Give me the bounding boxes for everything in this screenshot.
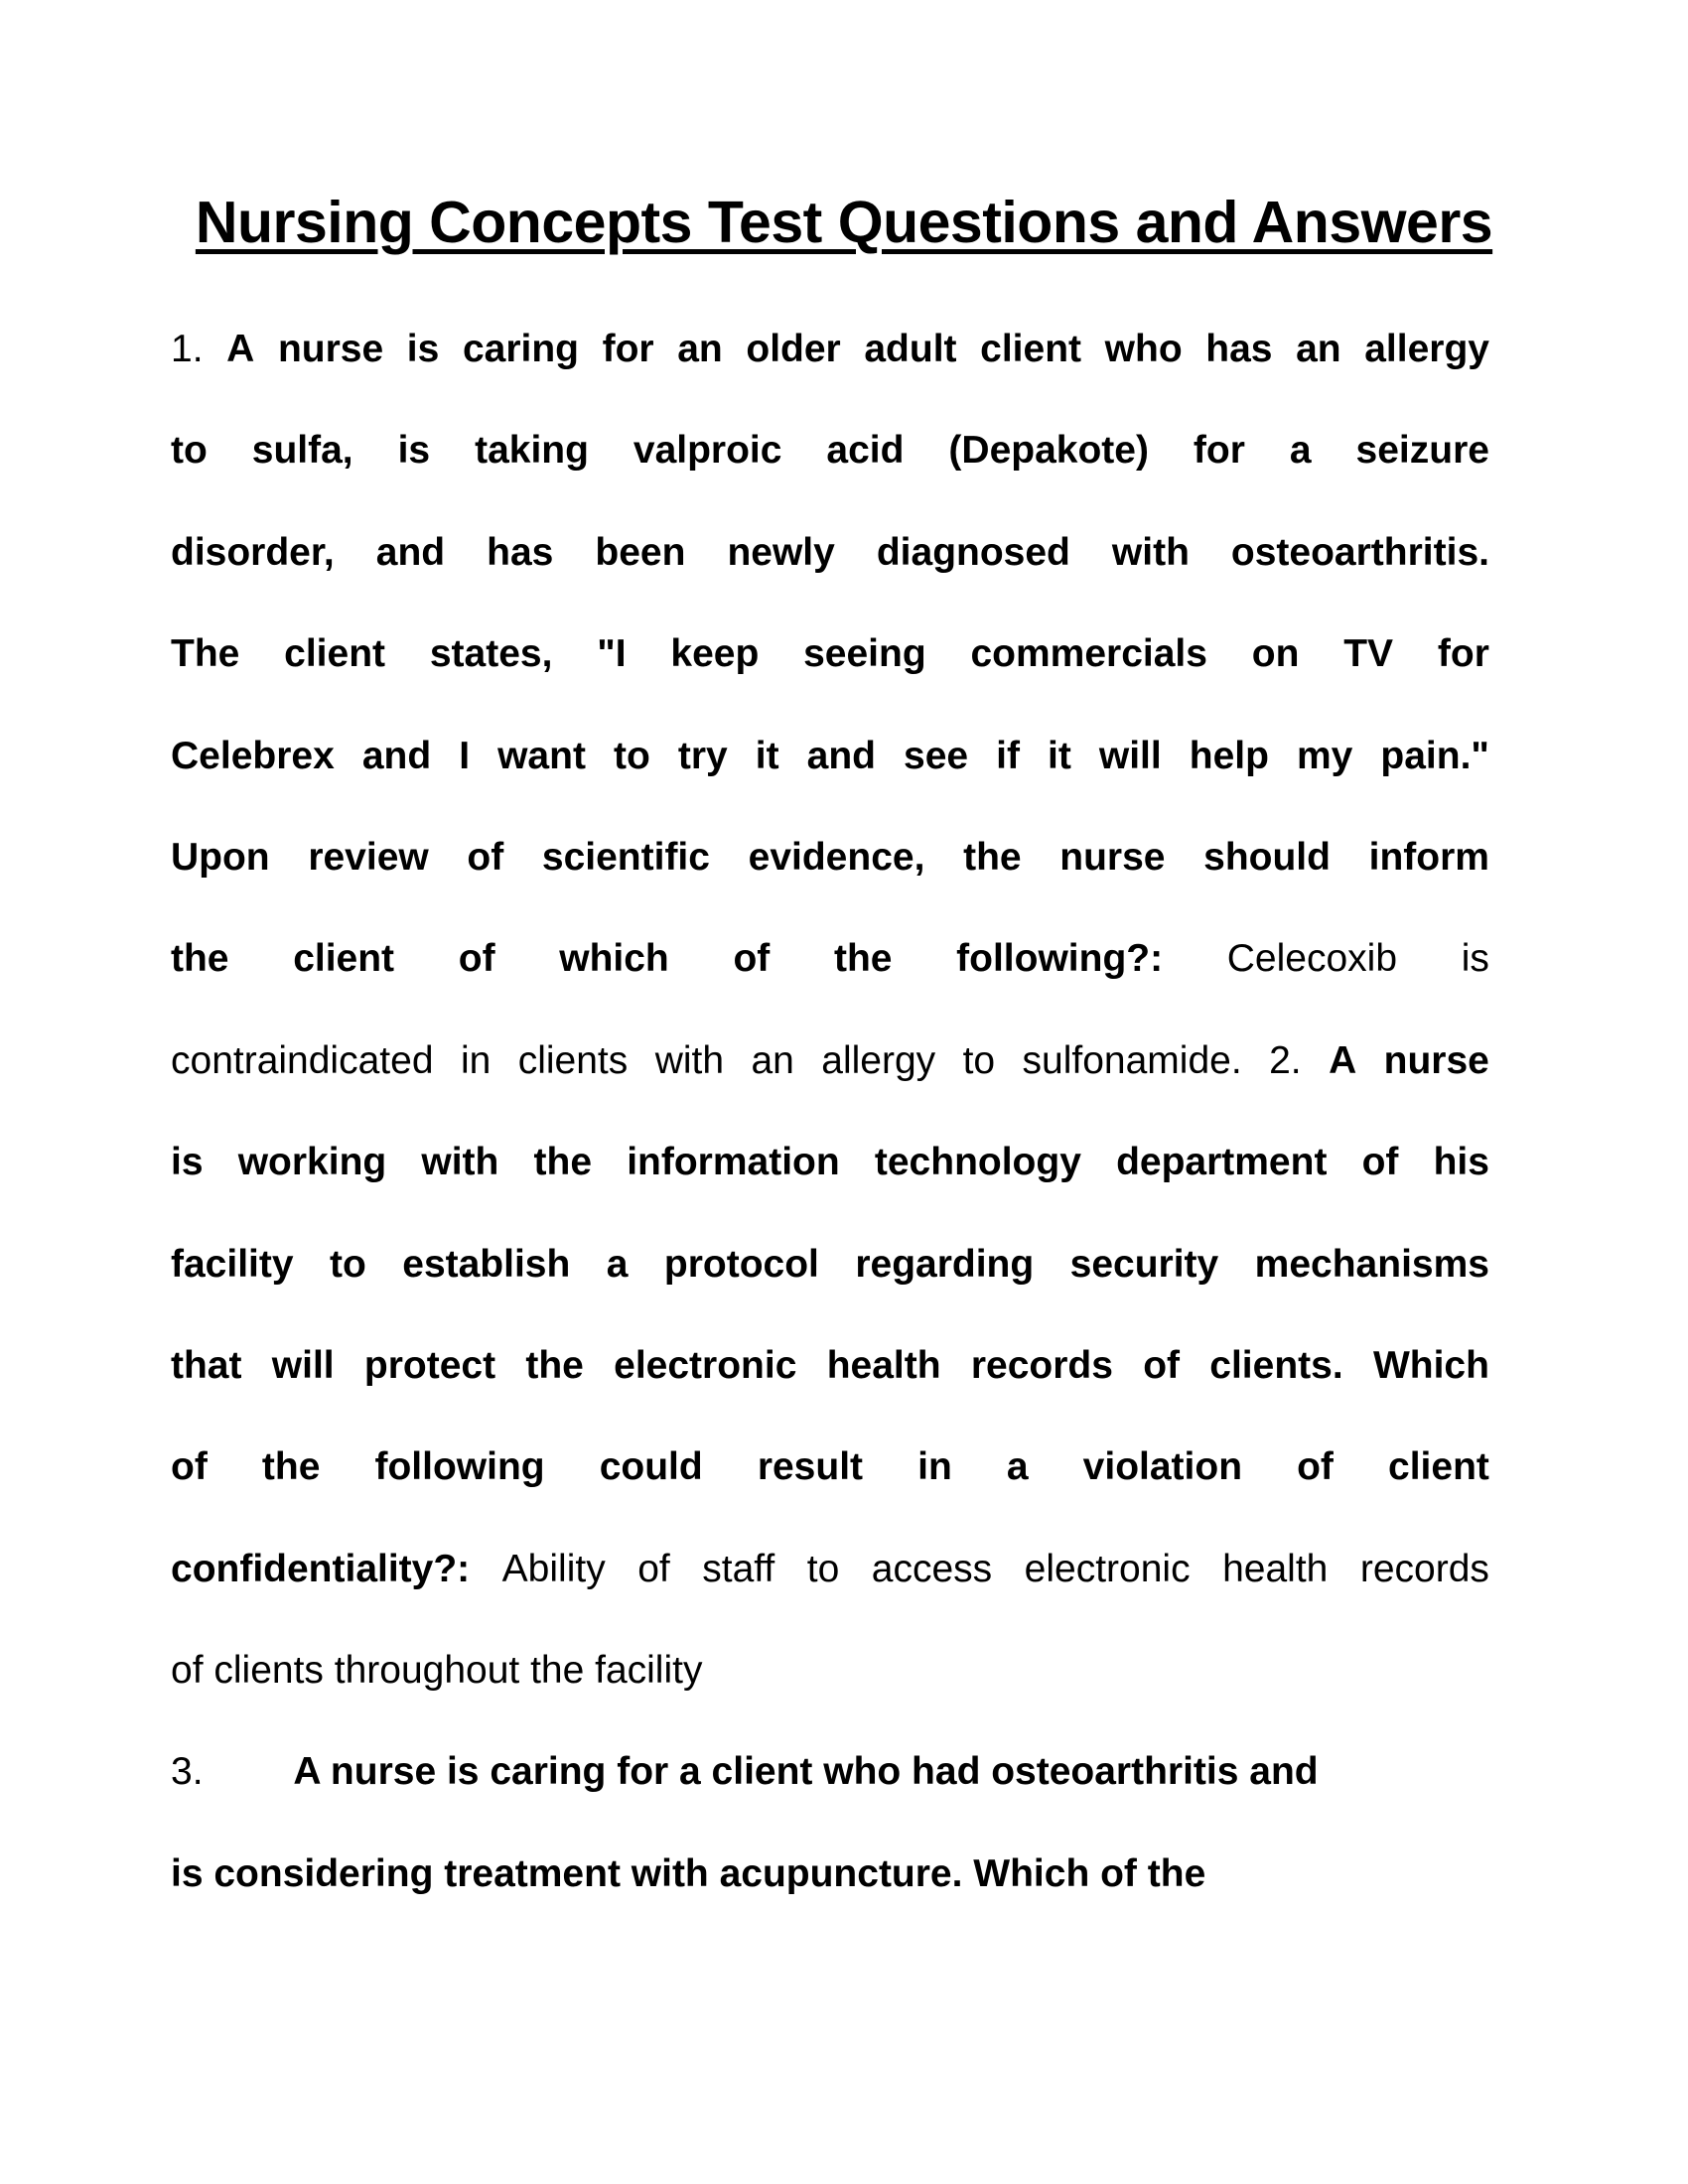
text-line [171, 807, 1489, 908]
word: protocol [663, 1242, 819, 1286]
word: seizure [1355, 429, 1489, 473]
word: to [613, 734, 650, 777]
word: will [1098, 734, 1162, 777]
word: of [733, 937, 771, 981]
word: should [1203, 835, 1331, 879]
word: nurse [1383, 1038, 1489, 1082]
word: mechanisms [1254, 1242, 1489, 1286]
word: sulfonamide. [1022, 1038, 1242, 1082]
word: "I [597, 632, 627, 676]
text-line [171, 1112, 1489, 1213]
word: clients. [1209, 1343, 1343, 1387]
word: that [171, 1343, 242, 1387]
word: who [1104, 328, 1183, 370]
text-line [171, 706, 1489, 807]
word: electronic [614, 1343, 797, 1387]
word: of [171, 1445, 208, 1489]
word: and [361, 734, 432, 777]
word: osteoarthritis. [1230, 530, 1489, 574]
word: inform [1368, 835, 1489, 879]
word: keep [670, 632, 760, 676]
word: and [806, 734, 876, 777]
word: of [1361, 1141, 1399, 1184]
text-line [171, 1315, 1489, 1417]
word: department [1116, 1141, 1328, 1184]
word: the [533, 1141, 593, 1184]
word: client [1388, 1445, 1489, 1489]
word: I [459, 734, 471, 777]
word: caring [462, 328, 579, 370]
word: clients [517, 1038, 629, 1082]
word: acid [826, 429, 905, 473]
text-line [171, 1011, 1489, 1112]
word: is [397, 429, 431, 473]
word: protect [363, 1343, 496, 1387]
word: is [171, 1141, 204, 1184]
word: the [171, 937, 229, 981]
word: 2. [1269, 1038, 1302, 1082]
word: an [1296, 328, 1341, 370]
word: of [467, 835, 504, 879]
word: TV [1343, 632, 1394, 676]
word: it [1048, 734, 1071, 777]
text-line [171, 1417, 1489, 1518]
word: see [904, 734, 969, 777]
word: nurse [277, 328, 384, 370]
word: A [226, 328, 255, 370]
word: a [1006, 1445, 1029, 1489]
word: with [1111, 530, 1190, 574]
text-line [171, 1620, 1489, 1721]
word: pain." [1380, 734, 1489, 777]
word: will [271, 1343, 335, 1387]
word: technology [874, 1141, 1081, 1184]
word: a [606, 1242, 629, 1286]
text-line [171, 908, 1489, 1010]
word: Upon [171, 835, 270, 879]
word: with [654, 1038, 725, 1082]
word: the [525, 1343, 584, 1387]
word: client [284, 632, 386, 676]
word: security [1069, 1242, 1219, 1286]
word: A [1329, 1038, 1357, 1082]
word: contraindicated [171, 1038, 434, 1082]
text-line [171, 1214, 1489, 1315]
word: the [963, 835, 1022, 879]
word: violation [1082, 1445, 1243, 1489]
word: Which [1372, 1343, 1489, 1387]
word: Celebrex [171, 734, 335, 777]
word: it [755, 734, 779, 777]
word: electronic [1024, 1547, 1191, 1590]
word: has [1205, 328, 1273, 370]
word: of [637, 1547, 670, 1590]
word: of [1297, 1445, 1334, 1489]
word: on [1251, 632, 1300, 676]
text-segment: 3. [171, 1750, 204, 1794]
word: health [1222, 1547, 1329, 1590]
word: an [677, 328, 723, 370]
word: the [833, 937, 893, 981]
word: (Depakote) [948, 429, 1149, 473]
word: following?: [956, 937, 1164, 981]
word: if [996, 734, 1020, 777]
word: for [602, 328, 654, 370]
word: adult [864, 328, 957, 370]
text-line [171, 1824, 1489, 1925]
word: of [458, 937, 495, 981]
word: establish [402, 1242, 571, 1286]
word: to [806, 1547, 840, 1590]
word: Ability [501, 1547, 606, 1590]
word: allergy [1364, 328, 1489, 370]
word: has [487, 530, 554, 574]
word: to [330, 1242, 366, 1286]
word: taking [475, 429, 589, 473]
text-segment: is considering treatment with acupuncture. Which of the [171, 1851, 1206, 1895]
word: records [1359, 1547, 1489, 1590]
word: The [171, 632, 240, 676]
word: diagnosed [876, 530, 1070, 574]
word: states, [429, 632, 553, 676]
text-line [171, 604, 1489, 705]
word: result [757, 1445, 864, 1489]
word: for [1193, 429, 1245, 473]
word: and [375, 530, 446, 574]
word: evidence, [748, 835, 925, 879]
word: staff [702, 1547, 775, 1590]
word: facility [171, 1242, 294, 1286]
document-body [171, 299, 1489, 1925]
word: allergy [821, 1038, 936, 1082]
word: to [962, 1038, 996, 1082]
word: could [599, 1445, 703, 1489]
word: want [497, 734, 586, 777]
word: help [1189, 734, 1269, 777]
word: health [826, 1343, 941, 1387]
word: try [677, 734, 728, 777]
word: for [1437, 632, 1489, 676]
word: access [871, 1547, 993, 1590]
word: with [421, 1141, 499, 1184]
word: to [171, 429, 208, 473]
word: is [406, 328, 440, 370]
text-segment: A nurse is caring for a client who had osteoarthritis and [293, 1750, 1319, 1794]
word: client [293, 937, 395, 981]
word: records [970, 1343, 1113, 1387]
word: nurse [1059, 835, 1166, 879]
text-line [171, 299, 1489, 400]
document-title: Nursing Concepts Test Questions and Answers [195, 190, 1493, 255]
text-line [171, 1519, 1489, 1620]
word: which [559, 937, 669, 981]
word: commercials [970, 632, 1207, 676]
word: my [1297, 734, 1353, 777]
word: newly [727, 530, 835, 574]
tab-spacer [204, 1783, 283, 1784]
word: confidentiality?: [171, 1547, 471, 1590]
word: in [917, 1445, 952, 1489]
word: disorder, [171, 530, 335, 574]
word: a [1289, 429, 1312, 473]
word: review [308, 835, 429, 879]
word: is [1461, 937, 1489, 981]
text-segment: of clients throughout the facility [171, 1649, 703, 1693]
word: following [374, 1445, 545, 1489]
word: valproic [633, 429, 782, 473]
word: an [751, 1038, 794, 1082]
word: client [980, 328, 1082, 370]
word: 1. [171, 328, 204, 370]
word: in [460, 1038, 492, 1082]
text-line [171, 400, 1489, 501]
word: Celecoxib [1226, 937, 1398, 981]
text-line [171, 1721, 1489, 1823]
word: seeing [803, 632, 926, 676]
word: of [1143, 1343, 1180, 1387]
word: regarding [855, 1242, 1035, 1286]
word: been [595, 530, 686, 574]
word: sulfa, [251, 429, 353, 473]
word: the [261, 1445, 321, 1489]
word: his [1433, 1141, 1489, 1184]
text-line [171, 502, 1489, 604]
word: working [237, 1141, 387, 1184]
word: older [746, 328, 841, 370]
word: scientific [541, 835, 710, 879]
word: information [627, 1141, 840, 1184]
